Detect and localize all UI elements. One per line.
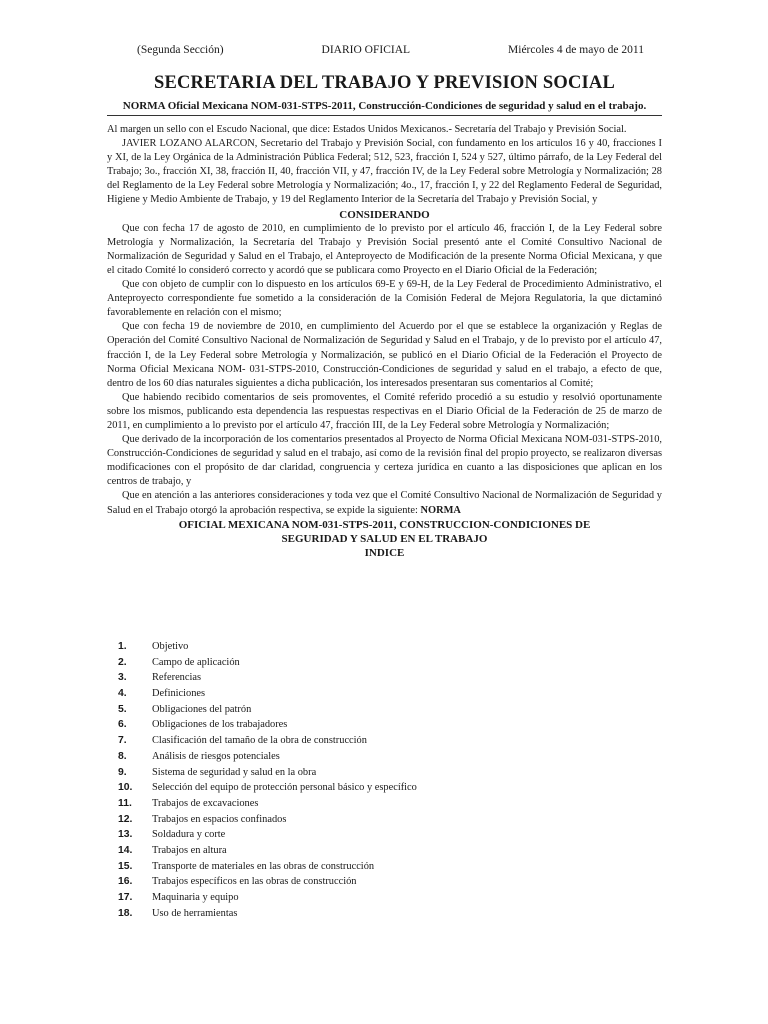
toc-item-label: Uso de herramientas — [152, 907, 238, 919]
toc-item-label: Trabajos en espacios confinados — [152, 813, 287, 825]
norma-inline-bold: NORMA — [420, 504, 461, 516]
toc-item-label: Trabajos de excavaciones — [152, 797, 259, 809]
toc-item-number: 8. — [118, 750, 127, 762]
toc-item-label: Campo de aplicación — [152, 656, 240, 668]
toc-item-label: Obligaciones del patrón — [152, 703, 252, 715]
toc-item-number: 7. — [118, 735, 127, 747]
toc-item — [118, 829, 417, 845]
paragraph-javier: JAVIER LOZANO ALARCON, Secretario del Trabajo y Previsión Social, con fundamento en los artículos 16 y 40, fracciones I y XI, de la Ley Orgánica de la Administración Pública Federal; 512, 523, fracción I, 524 y 527, último párrafo, de la Ley Federal del Trabajo; 3o., fracción XI, 38, fracción II, 40, fracción VII, y 47, fracción IV, de la Ley Federal sobre Metrología y Normalización; 28 del Reglamento de la Ley Federal sobre Metrología y Normalización; 4o., 17, fracción I, y 22 del Reglamento Federal de Seguridad, Higiene y Medio Ambiente de Trabajo, y 19 del Reglamento Interior de la Secretaría del Trabajo y Previsión Social, y — [107, 138, 662, 206]
norma-title: NORMA Oficial Mexicana NOM-031-STPS-2011, Construcción-Condiciones de seguridad y salud en el trabajo. — [107, 100, 662, 116]
toc-item-label: Objetivo — [152, 641, 189, 652]
expide-text: Que en atención a las anteriores consideraciones y toda vez que el Comité Consultivo Nacional de Normalización de Seguridad y Salud en el Trabajo otorgó la aprobación respectiva, se expide la siguiente: — [107, 490, 662, 516]
paragraph-considerando-3: Que con fecha 19 de noviembre de 2010, en cumplimiento del Acuerdo por el que se establece la organización y Reglas de Operación del Comité Consultivo Nacional de Normalización de Seguridad y Salud en el Trabajo, y de lo previsto por el artículo 47, fracción I, de la Ley Federal sobre Metrología y Normalización, se publicó en el Diario Oficial de la Federación el Proyecto de Norma Oficial Mexicana NOM- 031-STPS-2010, Construcción-Condiciones de seguridad y salud en el trabajo, a efecto de que, dentro de los 60 días naturales siguientes a dicha publicación, los interesados presentaran sus comentarios al Comité; — [107, 321, 662, 389]
toc-item-label: Soldadura y corte — [152, 829, 226, 841]
toc-item-label: Referencias — [152, 672, 202, 684]
toc-item-number: 17. — [118, 892, 133, 903]
toc-item — [118, 641, 417, 657]
running-header — [137, 44, 644, 60]
toc-item — [118, 672, 417, 688]
toc-item-number: 16. — [118, 876, 133, 888]
toc-item — [118, 719, 417, 735]
norma-full-title: OFICIAL MEXICANA NOM-031-STPS-2011, CONSTRUCCION-CONDICIONES DE SEGURIDAD Y SALUD EN EL TRABAJO — [178, 518, 591, 545]
toc-item-label: Transporte de materiales en las obras de construcción — [152, 860, 375, 872]
toc-item-label: Análisis de riesgos potenciales — [152, 750, 280, 762]
toc-item — [118, 861, 417, 877]
toc-item-number: 18. — [118, 907, 133, 919]
paragraph-considerando-5: Que derivado de la incorporación de los comentarios presentados al Proyecto de Norma Oficial Mexicana NOM-031-STPS-2010, Construcción-Condiciones de seguridad y salud en el trabajo, así como de la revisión final del propio proyecto, se realizaron diversas modificaciones con el propósito de dar claridad, congruencia y certeza jurídica en cuanto a las disposiciones que aplican en los centros de trabajo, y — [107, 434, 662, 488]
secretaria-title: SECRETARIA DEL TRABAJO Y PREVISION SOCIAL — [153, 73, 616, 93]
toc-item — [118, 767, 417, 783]
heading-considerando: CONSIDERANDO — [339, 208, 430, 221]
toc-item-label: Obligaciones de los trabajadores — [152, 719, 288, 731]
toc-item — [118, 704, 417, 720]
toc-item-number: 4. — [118, 688, 127, 700]
toc-item-label: Clasificación del tamaño de la obra de construcción — [152, 735, 367, 747]
toc-item-number: 15. — [118, 860, 133, 872]
paragraph-considerando-1: Que con fecha 17 de agosto de 2010, en cumplimiento de lo previsto por el artículo 46, fracción I, de la Ley Federal sobre Metrología y Normalización, la Secretaría del Trabajo y Previsión Social presentó ante el Comité Consultivo Nacional de Normalización de Seguridad y Salud en el Trabajo, el Anteproyecto de Modificación de la presente Norma Oficial Mexicana, y que el citado Comité lo consideró correcto y acordó que se publicara como Proyecto en el Diario Oficial de la Federación; — [107, 222, 662, 276]
toc-item — [118, 845, 417, 861]
publication-name: DIARIO OFICIAL — [321, 44, 411, 56]
section-label: (Segunda Sección) — [137, 44, 224, 56]
toc-item-number: 12. — [118, 813, 133, 825]
toc-item-number: 11. — [118, 797, 132, 809]
toc-item-label: Selección del equipo de protección personal básico y específico — [152, 782, 417, 794]
paragraph-sello: Al margen un sello con el Escudo Nacional, que dice: Estados Unidos Mexicanos.- Secretaría del Trabajo y Previsión Social. — [107, 124, 627, 135]
toc-item-number: 3. — [118, 672, 127, 684]
toc-item — [118, 814, 417, 830]
toc-item-number: 2. — [118, 656, 127, 668]
toc-item-number: 1. — [118, 641, 127, 652]
publication-date: Miércoles 4 de mayo de 2011 — [508, 44, 644, 56]
paragraph-expide — [107, 489, 662, 517]
toc-item-number: 6. — [118, 719, 127, 731]
document-body — [107, 123, 662, 560]
toc-item — [118, 798, 417, 814]
toc-item-label: Sistema de seguridad y salud en la obra — [152, 766, 317, 778]
toc-item — [118, 892, 417, 908]
toc-item-number: 10. — [118, 782, 133, 794]
toc-item — [118, 908, 417, 924]
toc-item — [118, 735, 417, 751]
paragraph-considerando-2: Que con objeto de cumplir con lo dispuesto en los artículos 69-E y 69-H, de la Ley Federal de Procedimiento Administrativo, el Anteproyecto correspondiente fue sometido a la consideración de la Comisión Federal de Mejora Regulatoria, la que dictaminó favorablemente en relación con el mismo; — [107, 279, 662, 319]
table-of-contents — [118, 641, 417, 923]
toc-item — [118, 876, 417, 892]
toc-item-number: 13. — [118, 829, 133, 841]
toc-item — [118, 657, 417, 673]
toc-item-label: Definiciones — [152, 688, 206, 700]
toc-item-number: 9. — [118, 766, 127, 778]
toc-item — [118, 751, 417, 767]
toc-item-label: Trabajos específicos en las obras de construcción — [152, 876, 357, 888]
toc-item — [118, 782, 417, 798]
toc-item-number: 5. — [118, 703, 127, 715]
toc-item-label: Maquinaria y equipo — [152, 892, 239, 903]
toc-item-label: Trabajos en altura — [152, 844, 227, 856]
heading-indice: INDICE — [364, 546, 405, 559]
toc-item-number: 14. — [118, 844, 133, 856]
paragraph-considerando-4: Que habiendo recibido comentarios de seis promoventes, el Comité referido procedió a su estudio y resolvió oportunamente sobre los mismos, publicando esta dependencia las respuestas respectivas en el Diario Oficial de la Federación de 25 de marzo de 2011, en cumplimiento a lo previsto por el artículo 47, fracción III, de la Ley Federal sobre Metrología y Normalización; — [107, 391, 662, 431]
toc-item — [118, 688, 417, 704]
